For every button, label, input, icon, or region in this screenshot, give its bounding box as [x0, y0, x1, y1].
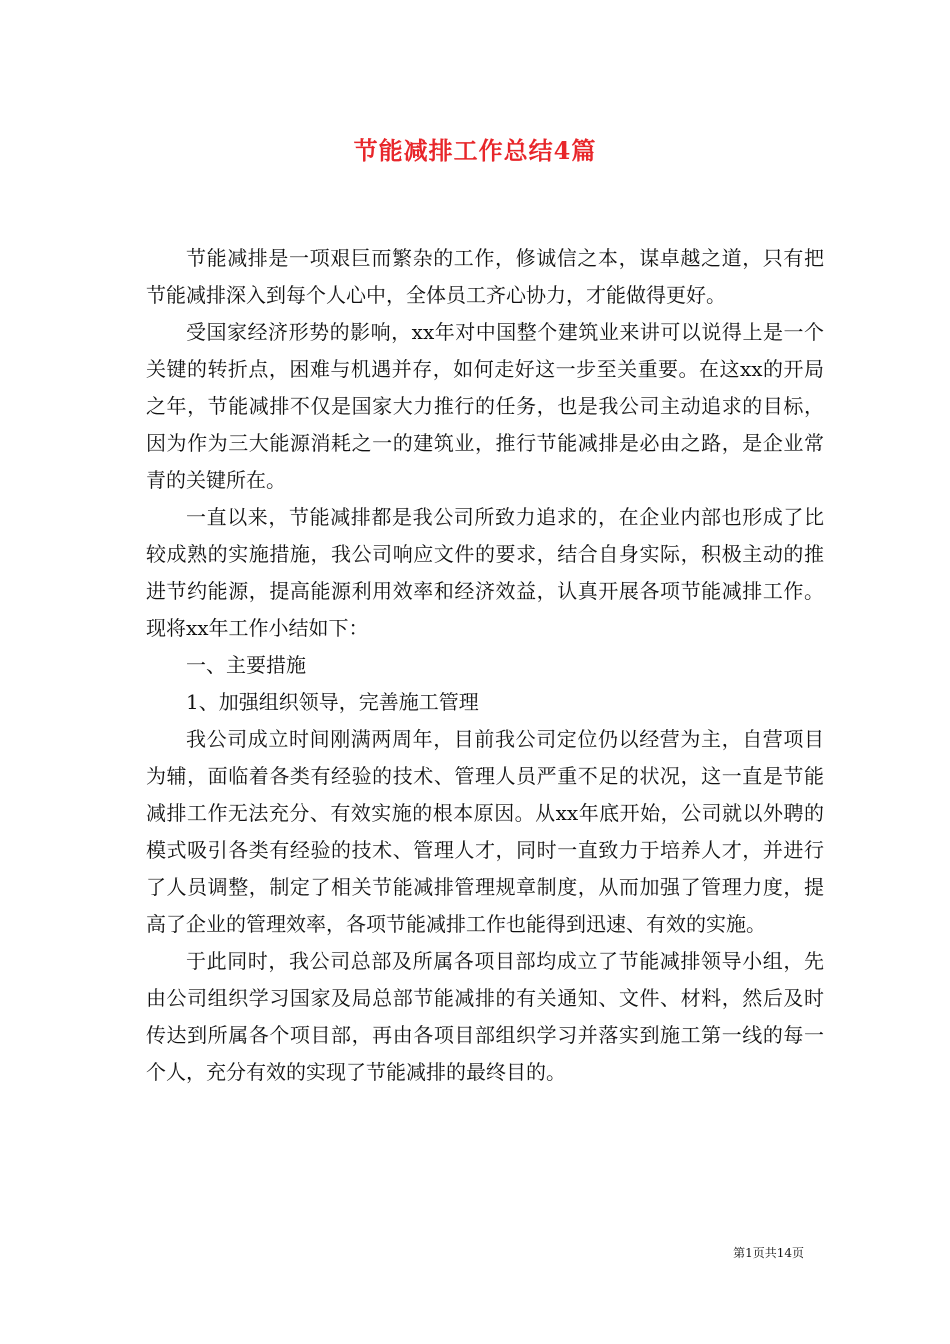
paragraph-economic-situation: 受国家经济形势的影响，xx年对中国整个建筑业来讲可以说得上是一个关键的转折点，困难与机遇并存，如何走好这一步至关重要。在这xx的开局之年，节能减排不仅是国家大力推行的任务，也是我公司主动追求的目标，因为作为三大能源消耗之一的建筑业，推行节能减排是必由之路，是企业常青的关键所在。 [146, 320, 824, 492]
paragraph-intro: 节能减排是一项艰巨而繁杂的工作，修诚信之本，谋卓越之道，只有把节能减排深入到每个人心中，全体员工齐心协力，才能做得更好。 [146, 246, 824, 307]
paragraph-company-commitment: 一直以来，节能减排都是我公司所致力追求的，在企业内部也形成了比较成熟的实施措施，我公司响应文件的要求，结合自身实际，积极主动的推进节约能源，提高能源利用效率和经济效益，认真开展各项节能减排工作。现将xx年工作小结如下： [146, 505, 824, 640]
document-body [146, 240, 824, 1091]
document-title: 节能减排工作总结4篇 [353, 136, 597, 165]
section-heading-main-measures: 一、主要措施 [186, 653, 306, 677]
paragraph-organization-details: 我公司成立时间刚满两周年，目前我公司定位仍以经营为主，自营项目为辅，面临着各类有经验的技术、管理人员严重不足的状况，这一直是节能减排工作无法充分、有效实施的根本原因。从xx年底开始，公司就以外聘的模式吸引各类有经验的技术、管理人才，同时一直致力于培养人才，并进行了人员调整，制定了相关节能减排管理规章制度，从而加强了管理力度，提高了企业的管理效率，各项节能减排工作也能得到迅速、有效的实施。 [146, 727, 824, 936]
subsection-heading-organization: 1、加强组织领导，完善施工管理 [186, 690, 479, 714]
paragraph-leadership-group: 于此同时，我公司总部及所属各项目部均成立了节能减排领导小组，先由公司组织学习国家及局总部节能减排的有关通知、文件、材料，然后及时传达到所属各个项目部，再由各项目部组织学习并落实到施工第一线的每一个人，充分有效的实现了节能减排的最终目的。 [146, 949, 824, 1084]
page-number: 第1页共14页 [733, 1246, 804, 1260]
